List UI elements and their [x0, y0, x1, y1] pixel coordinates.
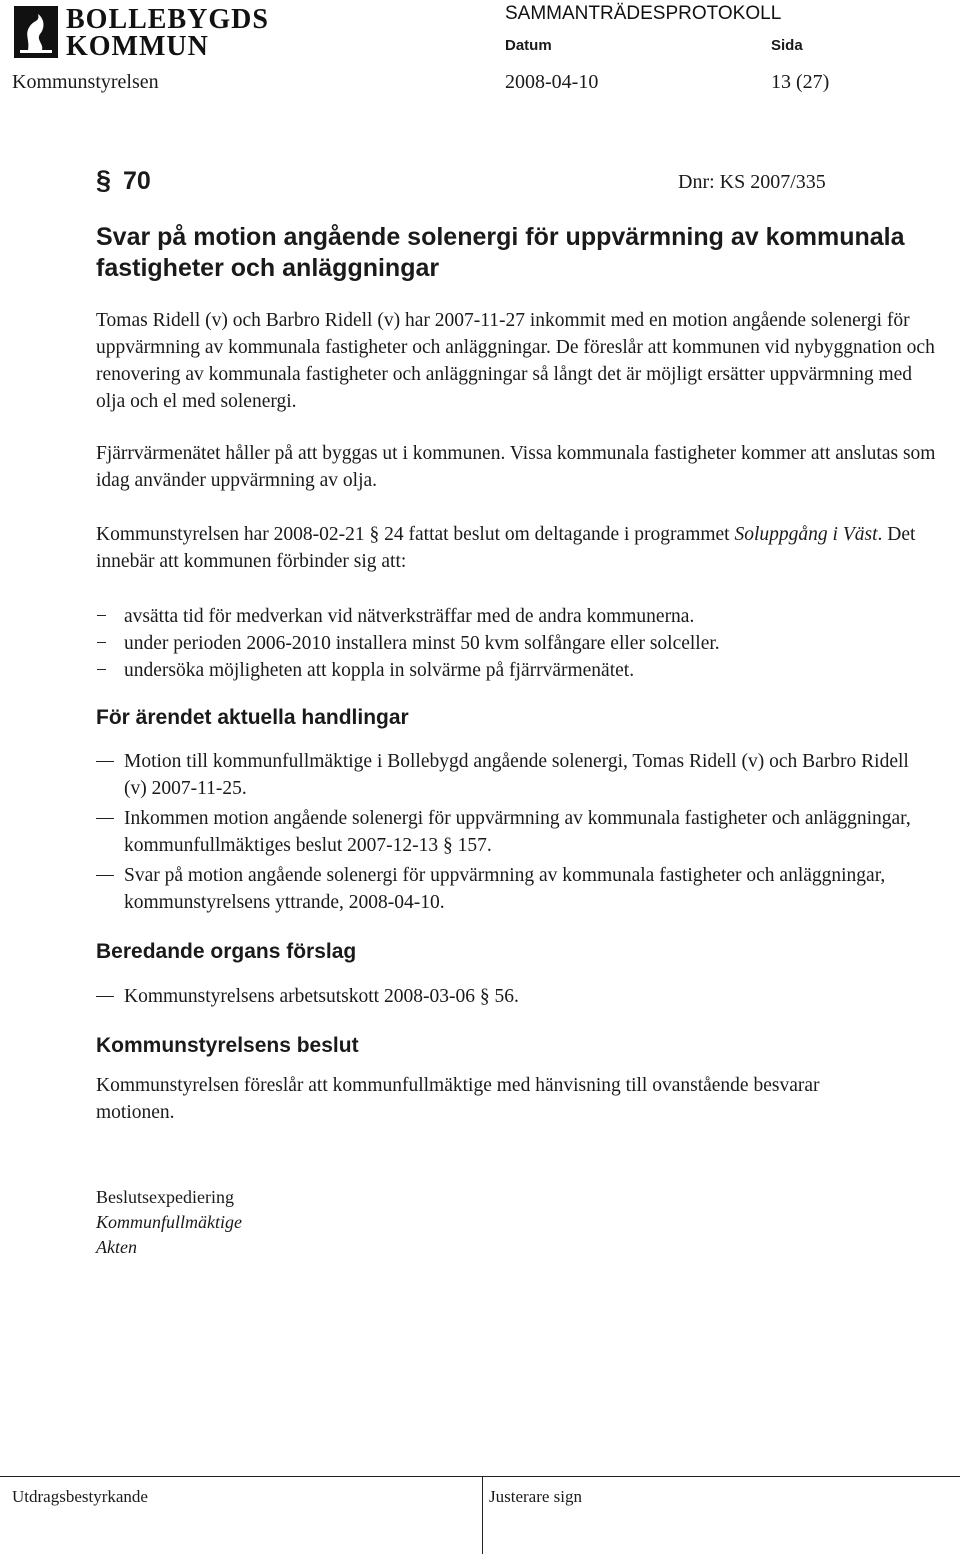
distribution-block: [96, 1185, 242, 1260]
list-item: Svar på motion angående solenergi för uppvärmning av kommunala fastigheter och anläggningar, kommunstyrelsens yttrande, 2008-04-10.: [96, 862, 916, 916]
date-label: Datum: [505, 37, 552, 54]
dash-bullet-icon: [96, 862, 120, 889]
municipality-logo-text: [66, 6, 269, 60]
page-number: 13 (27): [771, 71, 830, 93]
municipality-logo-icon: [14, 6, 58, 58]
heading-decision: Kommunstyrelsens beslut: [96, 1034, 359, 1057]
list-item: Motion till kommunfullmäktige i Bollebygd angående solenergi, Tomas Ridell (v) och Barbro Ridell (v) 2007-11-25.: [96, 748, 916, 802]
program-text-start: Kommunstyrelsen har 2008-02-21: [96, 524, 365, 545]
logo-line-2: KOMMUN: [66, 31, 209, 62]
paragraph-symbol-icon: §: [96, 165, 112, 195]
distribution-recipient: Akten: [96, 1237, 137, 1257]
dash-bullet-icon: −: [96, 606, 107, 627]
distribution-recipient: Kommunfullmäktige: [96, 1212, 242, 1232]
heading-preparatory-proposal: Beredande organs förslag: [96, 940, 357, 963]
page-label: Sida: [771, 37, 803, 54]
footer-adjuster-label: Justerare sign: [489, 1487, 583, 1506]
footer-certification-label: Utdragsbestyrkande: [12, 1487, 148, 1506]
paragraph-symbol-icon: §: [443, 835, 453, 856]
distribution-label: Beslutsexpediering: [96, 1187, 234, 1207]
paragraph-program: [96, 521, 946, 575]
list-item: Inkommen motion angående solenergi för uppvärmning av kommunala fastigheter och anläggningar, kommunfullmäktiges beslut 2007-12-13 § 157.: [96, 805, 936, 859]
list-item: Kommunstyrelsens arbetsutskott 2008-03-06 § 56.: [96, 983, 519, 1010]
footer-divider: [0, 1476, 960, 1477]
paragraph-symbol-icon: §: [369, 524, 380, 545]
dash-bullet-icon: −: [96, 660, 107, 681]
program-text-end: . Det innebär att kommunen förbinder sig att:: [96, 524, 916, 572]
program-name: Soluppgång i Väst: [734, 524, 878, 545]
footer-column-divider: [482, 1476, 483, 1554]
diary-number: Dnr: KS 2007/335: [678, 171, 826, 193]
list-item: − avsätta tid för medverkan vid nätverksträffar med de andra kommunerna.: [96, 603, 694, 630]
program-text-ref: 24 fattat beslut om deltagande i programmet: [384, 524, 730, 545]
dash-bullet-icon: [96, 805, 120, 832]
protocol-title: SAMMANTRÄDESPROTOKOLL: [505, 3, 782, 24]
paragraph-district-heating: Fjärrvärmenätet håller på att byggas ut i kommunen. Vissa kommunala fastigheter kommer att anslutas som idag använder uppvärmning av olja.: [96, 443, 936, 491]
list-item: − under perioden 2006-2010 installera minst 50 kvm solfångare eller solceller.: [96, 630, 720, 657]
paragraph-symbol-icon: §: [479, 986, 490, 1007]
paragraph-motion: Tomas Ridell (v) och Barbro Ridell (v) har 2007-11-27 inkommit med en motion angående solenergi för uppvärmning av kommunala fastigheter och anläggningar. De föreslår att kommunen vid nybyggnation och renovering av kommunala fastigheter och anläggningar så långt det är möjligt ersätter uppvärmning med olja och el med solenergi.: [96, 310, 935, 412]
organization-name: Kommunstyrelsen: [12, 71, 159, 93]
section-title: Svar på motion angående solenergi för uppvärmning av kommunala fastigheter och anläggningar: [96, 223, 905, 282]
heading-documents: För ärendet aktuella handlingar: [96, 706, 409, 729]
dash-bullet-icon: [96, 983, 120, 1010]
section-number: [96, 165, 151, 196]
dash-bullet-icon: −: [96, 633, 107, 654]
decision-text: Kommunstyrelsen föreslår att kommunfullmäktige med hänvisning till ovanstående besvarar motionen.: [96, 1075, 820, 1123]
meeting-date: 2008-04-10: [505, 71, 599, 93]
list-item: − undersöka möjligheten att koppla in solvärme på fjärrvärmenätet.: [96, 657, 634, 684]
logo-line-1: BOLLEBYGDS: [66, 4, 269, 35]
section-number-value: 70: [122, 167, 151, 195]
dash-bullet-icon: [96, 748, 120, 775]
